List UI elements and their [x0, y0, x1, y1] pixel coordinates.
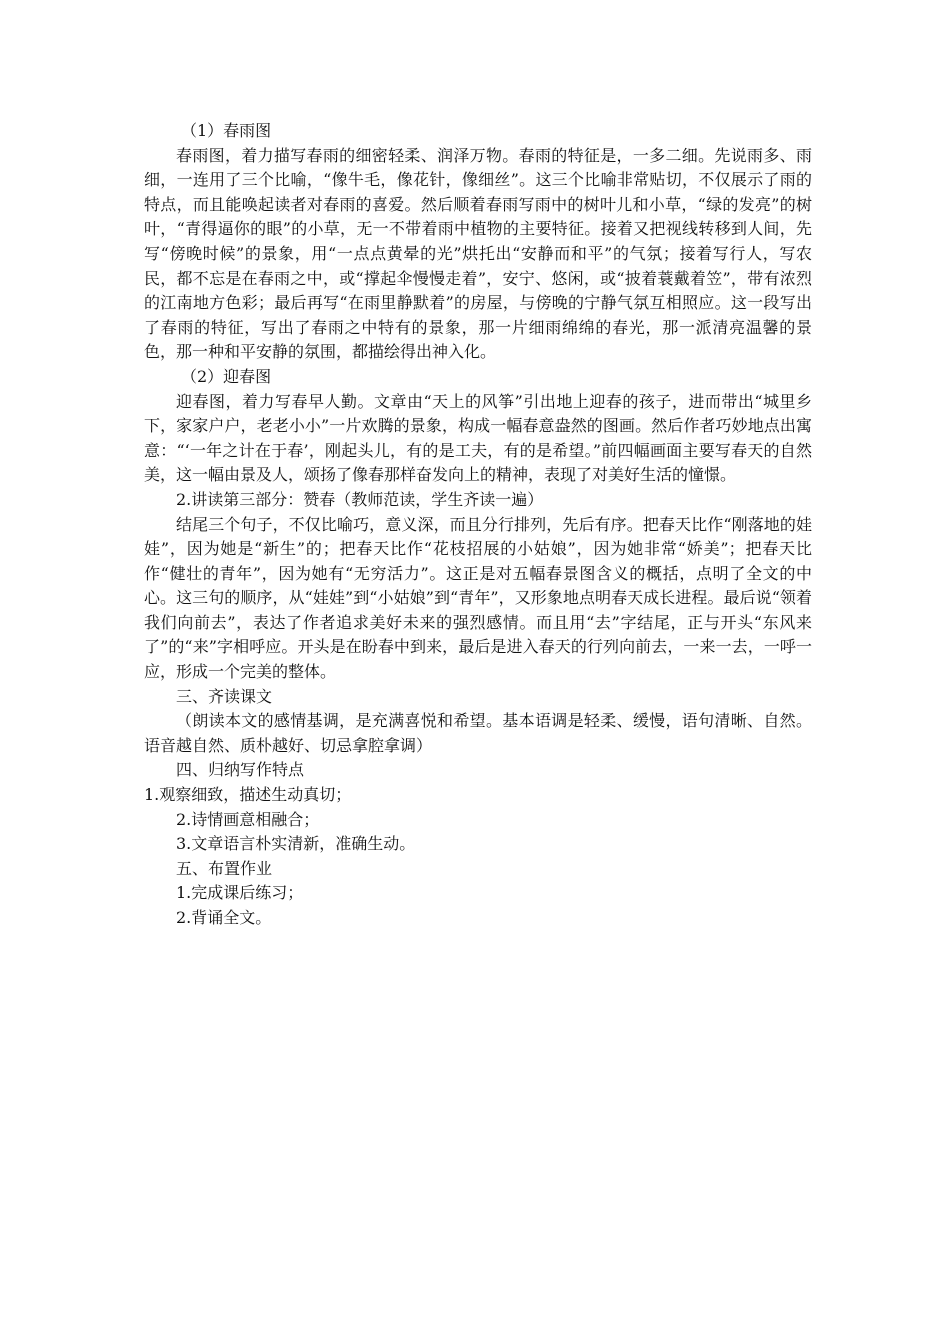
section-heading-praise-spring: 2.讲读第三部分：赞春（教师范读，学生齐读一遍） [176, 489, 544, 509]
paragraph-read-aloud: （朗读本文的感情基调，是充满喜悦和希望。基本语调是轻柔、缓慢，语句清晰、自然。语音越自然、质朴越好、切忌拿腔拿调） [144, 711, 812, 755]
list-item-homework-2: 2.背诵全文。 [176, 908, 272, 927]
document-body [144, 119, 812, 931]
list-item-feature-1: 1.观察细致，描述生动真切； [144, 785, 352, 805]
paragraph-spring-rain: 春雨图，着力描写春雨的细密轻柔、润泽万物。春雨的特征是，一多二细。先说雨多、雨细，一连用了三个比喻，“像牛毛，像花针，像细丝”。这三个比喻非常贴切，不仅展示了雨的特点，而且能唤起读者对春雨的喜爱。然后顺着春雨写雨中的树叶儿和小草，“绿的发亮”的树叶，“青得逼你的眼”的小草，无一不带着雨中植物的主要特征。接着又把视线转移到人间，先写“傍晚时候”的景象，用“一点点黄晕的光”烘托出“安静而和平”的气氛；接着写行人，写农民，都不忘是在春雨之中，或“撑起伞慢慢走着”，安宁、悠闲，或“披着蓑戴着笠”，带有浓烈的江南地方色彩；最后再写“在雨里静默着”的房屋，与傍晚的宁静气氛互相照应。这一段写出了春雨的特征，写出了春雨之中特有的景象，那一片细雨绵绵的春光，那一派清亮温馨的景色，那一种和平安静的氛围，都描绘得出神入化。 [144, 145, 812, 362]
paragraph-welcome-spring: 迎春图，着力写春早人勤。文章由“天上的风筝”引出地上迎春的孩子，进而带出“城里乡下，家家户户，老老小小”一片欢腾的景象，构成一幅春意盎然的图画。然后作者巧妙地点出寓意：“‘一年之计在于春’，刚起头儿，有的是工夫，有的是希望。”前四幅画面主要写春天的自然美，这一幅由景及人，颂扬了像春那样奋发向上的精神，表现了对美好生活的憧憬。 [144, 391, 812, 485]
section-heading-homework: 五、布置作业 [176, 858, 273, 878]
list-item-homework-1: 1.完成课后练习； [176, 883, 304, 903]
section-heading-welcome-spring: （2）迎春图 [181, 366, 272, 386]
list-item-feature-2: 2.诗情画意相融合； [176, 809, 320, 829]
section-heading-read-aloud: 三、齐读课文 [176, 686, 273, 706]
section-heading-spring-rain: （1）春雨图 [181, 121, 272, 140]
list-item-feature-3: 3.文章语言朴实清新，准确生动。 [176, 834, 416, 854]
paragraph-praise-spring: 结尾三个句子，不仅比喻巧，意义深，而且分行排列，先后有序。把春天比作“刚落地的娃娃”，因为她是“新生”的；把春天比作“花枝招展的小姑娘”，因为她非常“娇美”；把春天比作“健壮的青年”，因为她有“无穷活力”。这正是对五幅春景图含义的概括，点明了全文的中心。这三句的顺序，从“娃娃”到“小姑娘”到“青年”，又形象地点明春天成长进程。最后说“领着我们向前去”，表达了作者追求美好未来的强烈感情。而且用“去”字结尾，正与开头“东风来了”的“来”字相呼应。开头是在盼春中到来，最后是进入春天的行列向前去，一来一去，一呼一应，形成一个完美的整体。 [144, 514, 812, 682]
section-heading-writing-features: 四、归纳写作特点 [176, 760, 305, 780]
